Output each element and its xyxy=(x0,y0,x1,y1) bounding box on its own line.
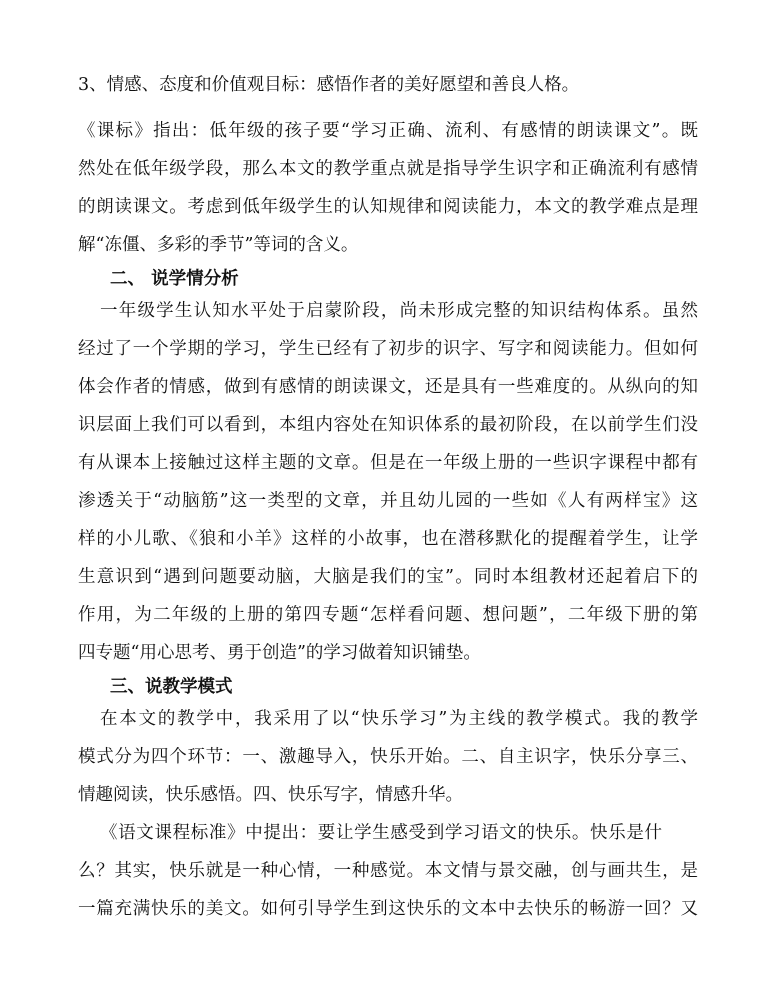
paragraph-line: 渗透关于“动脑筋”这一类型的文章，并且幼儿园的一些如《人有两样宝》这 xyxy=(78,491,698,511)
paragraph-line: 一年级学生认知水平处于启蒙阶段，尚未形成完整的知识结构体系。虽然 xyxy=(100,301,698,321)
section-heading-teaching-mode: 三、说教学模式 xyxy=(110,677,233,697)
paragraph-line: 生意识到“遇到问题要动脑，大脑是我们的宝”。同时本组教材还起着启下的 xyxy=(78,567,698,587)
paragraph-line: 《课标》指出：低年级的孩子要“学习正确、流利、有感情的朗读课文”。既 xyxy=(78,121,698,141)
paragraph-line: 样的小儿歌、《狼和小羊》这样的小故事，也在潜移默化的提醒着学生，让学 xyxy=(78,529,698,549)
paragraph-line: 然处在低年级学段，那么本文的教学重点就是指导学生识字和正确流利有感情 xyxy=(78,159,698,179)
paragraph-line: 解“冻僵、多彩的季节”等词的含义。 xyxy=(78,235,359,255)
paragraph-line: 经过了一个学期的学习，学生已经有了初步的识字、写字和阅读能力。但如何 xyxy=(78,339,698,359)
objective-3-line: 3、情感、态度和价值观目标：感悟作者的美好愿望和善良人格。 xyxy=(78,75,580,95)
paragraph-line: 体会作者的情感，做到有感情的朗读课文，还是具有一些难度的。从纵向的知 xyxy=(78,377,698,397)
paragraph-line: 有从课本上接触过这样主题的文章。但是在一年级上册的一些识字课程中都有 xyxy=(78,453,698,473)
paragraph-line: 情趣阅读，快乐感悟。四、快乐写字，情感升华。 xyxy=(78,785,463,805)
section-heading-student-analysis: 二、 说学情分析 xyxy=(110,269,239,289)
paragraph-line: 一篇充满快乐的美文。如何引导学生到这快乐的文本中去快乐的畅游一回？又 xyxy=(78,899,698,919)
paragraph-line: 在本文的教学中，我采用了以“快乐学习”为主线的教学模式。我的教学 xyxy=(100,709,698,729)
paragraph-line: 《语文课程标准》中提出：要让学生感受到学习语文的快乐。快乐是什 xyxy=(100,823,662,843)
paragraph-line: 作用，为二年级的上册的第四专题“怎样看问题、想问题”，二年级下册的第 xyxy=(78,605,698,625)
paragraph-line: 四专题“用心思考、勇于创造”的学习做着知识铺垫。 xyxy=(78,643,481,663)
paragraph-line: 的朗读课文。考虑到低年级学生的认知规律和阅读能力，本文的教学难点是理 xyxy=(78,197,698,217)
paragraph-line: 么？其实，快乐就是一种心情，一种感觉。本文情与景交融，创与画共生，是 xyxy=(78,861,698,881)
paragraph-line: 模式分为四个环节：一、激趣导入，快乐开始。二、自主识字，快乐分享三、 xyxy=(78,747,698,767)
paragraph-line: 识层面上我们可以看到，本组内容处在知识体系的最初阶段，在以前学生们没 xyxy=(78,415,698,435)
